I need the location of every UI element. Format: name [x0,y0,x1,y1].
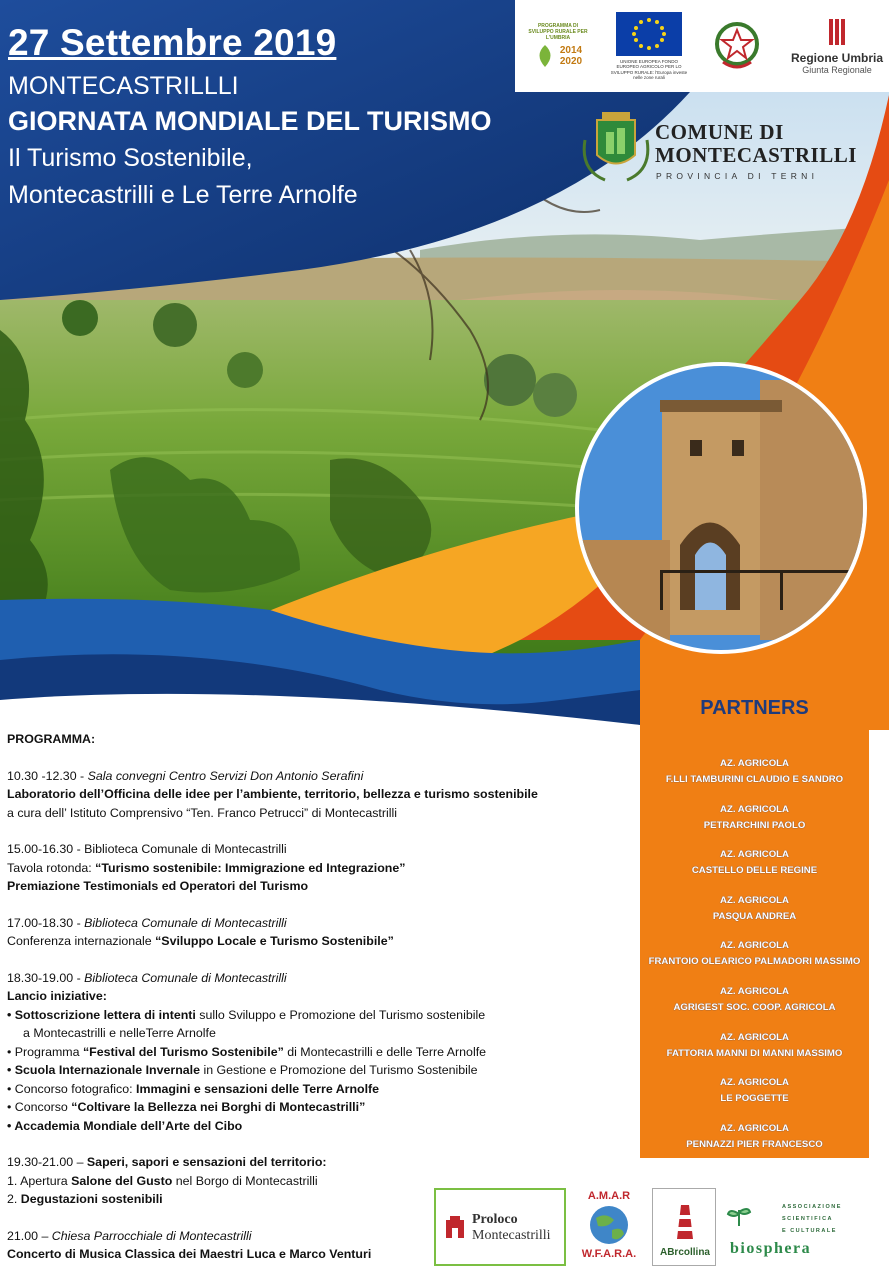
partner-name: FRANTOIO OLEARICO PALMADORI MASSIMO [648,956,861,968]
tree [153,303,197,347]
partner-type: AZ. AGRICOLA [720,894,789,906]
partner-name: LE POGGETTE [720,1093,789,1105]
partner-type: AZ. AGRICOLA [720,940,789,952]
event-subtitle-line2: Montecastrilli e Le Terre Arnolfe [8,181,358,209]
event-title: GIORNATA MONDIALE DEL TURISMO [8,106,492,136]
psr-logo: PROGRAMMA DI SVILUPPO RURALE PER L'UMBRIA 2014 2020 [528,23,588,67]
tree [62,300,98,336]
initiative-item: • Concorso fotografico: Immagini e sensazioni delle Terre Arnolfe [7,1081,380,1096]
psr-text: PROGRAMMA DI SVILUPPO RURALE PER L'UMBRIA [528,23,588,41]
session-1-note: a cura dell’ Istituto Comprensivo “Ten. Franco Petrucci” di Montecastrilli [7,805,397,820]
lighthouse-icon [671,1201,699,1241]
partner-item [640,938,869,970]
partner-item [640,847,869,879]
partner-item [640,802,869,834]
session-4-lancio: Lancio iniziative: [7,989,107,1003]
amar-wfara-logo: A.M.A.R W.F.A.R.A. [570,1188,648,1266]
eu-caption: UNIONE EUROPEA FONDO EUROPEO AGRICOLO PER LO SVILUPPO RURALE: l'Europa investe nelle zone rurali [610,58,688,80]
tree [484,354,536,406]
plant-icon [726,1202,752,1228]
partner-item [640,893,869,925]
partner-name: F.LLI TAMBURINI CLAUDIO E SANDRO [665,774,844,785]
partner-name: CASTELLO DELLE REGINE [691,865,818,877]
leaf-icon [534,43,556,69]
partner-type: AZ. AGRICOLA [720,758,789,769]
partner-item [640,756,869,788]
partner-name: PENNAZZI PIER FRANCESCO [686,1138,823,1150]
partner-item [640,1075,869,1107]
eu-logo [609,6,689,86]
town-name: MONTECASTRILLLI [8,72,239,100]
partner-item [640,1121,869,1153]
partner-type: AZ. AGRICOLA [720,803,789,815]
regione-umbria-logo: Regione Umbria Giunta Regionale [785,6,889,86]
initiative-item: • Concorso “Coltivare la Bellezza nei Borghi di Montecastrilli” [7,1100,366,1114]
italy-emblem-icon [707,6,767,86]
initiative-item: • Sottoscrizione lettera di intenti sullo Sviluppo e Promozione del Turismo sostenibile [7,1007,486,1022]
partner-name: PASQUA ANDREA [712,910,797,922]
partner-type: AZ. AGRICOLA [720,849,789,861]
session-4-time: 18.30-19.00 - Biblioteca Comunale di Montecastrilli [7,970,287,985]
partner-item [640,984,869,1016]
comune-name: MONTECASTRILLI [655,143,857,167]
session-2-time: 15.00-16.30 - Biblioteca Comunale di Montecastrilli [7,842,287,856]
tree [533,373,577,417]
initiative-item-continued: a Montecastrilli e nelleTerre Arnolfe [23,1026,216,1040]
partner-name: FATTORIA MANNI DI MANNI MASSIMO [666,1047,843,1059]
session-3-conference: Conferenza internazionale “Sviluppo Locale e Turismo Sostenibile” [7,934,394,948]
programme-heading: PROGRAMMA: [7,732,96,746]
sponsor-logo-strip [515,0,889,92]
session-5-time: 19.30-21.00 – Saperi, sapori e sensazioni del territorio: [7,1155,327,1169]
partner-name: PETRARCHINI PAOLO [703,819,806,831]
partner-type: AZ. AGRICOLA [720,1122,789,1134]
initiative-item: • Scuola Internazionale Invernale in Gestione e Promozione del Turismo Sostenibile [7,1063,478,1077]
biosphera-logo: ASSOCIAZIONE SCIENTIFICA E CULTURALE biosphera [724,1198,879,1266]
session-6-time: 21.00 – Chiesa Parrocchiale di Montecastrilli [7,1228,252,1243]
session-1-title: Laboratorio dell’Officina delle idee per l’ambiente, territorio, bellezza e turismo sostenibile [7,787,538,801]
session-3-time: 17.00-18.30 - Biblioteca Comunale di Montecastrilli [7,915,287,930]
session-5-item: 2. Degustazioni sostenibili [7,1192,163,1206]
initiative-item: • Accademia Mondiale dell’Arte del Cibo [7,1118,243,1133]
partners-title: PARTNERS [700,697,809,719]
session-5-item: 1. Apertura Salone del Gusto nel Borgo di Montecastrilli [7,1173,318,1188]
partner-type: AZ. AGRICOLA [720,986,789,997]
proloco-logo: Proloco Montecastrilli [434,1188,566,1266]
eu-flag-icon [616,12,682,56]
globe-icon [588,1204,630,1246]
session-1-time: 10.30 -12.30 - Sala convegni Centro Servizi Don Antonio Serafini [7,768,364,783]
comune-label: COMUNE DI [655,120,784,144]
tree [227,352,263,388]
partner-type: AZ. AGRICOLA [720,1077,789,1089]
initiative-item: • Programma “Festival del Turismo Sostenibile” di Montecastrilli e delle Terre Arnolfe [7,1044,487,1059]
proloco-emblem-icon [444,1214,466,1240]
programme [7,730,632,1264]
session-6-concert: Concerto di Musica Classica dei Maestri Luca e Marco Venturi [7,1247,372,1261]
partner-type: AZ. AGRICOLA [720,1031,789,1043]
session-2-tavola: Tavola rotonda: “Turismo sostenibile: Immigrazione ed Integrazione” [7,860,406,875]
event-date: 27 Settembre 2019 [8,22,337,63]
umbria-emblem-icon [827,17,847,47]
partner-name: AGRIGEST SOC. COOP. AGRICOLA [673,1002,836,1013]
session-1-place: Sala convegni Centro Servizi Don Antonio Serafini [87,768,364,783]
abr-collina-logo: ABrcollina [652,1188,716,1266]
partner-item [640,1030,869,1062]
comune-province: PROVINCIA DI TERNI [656,171,819,181]
session-2-premiazione: Premiazione Testimonials ed Operatori del Turismo [7,879,309,893]
event-subtitle-line1: Il Turismo Sostenibile, [8,144,253,172]
